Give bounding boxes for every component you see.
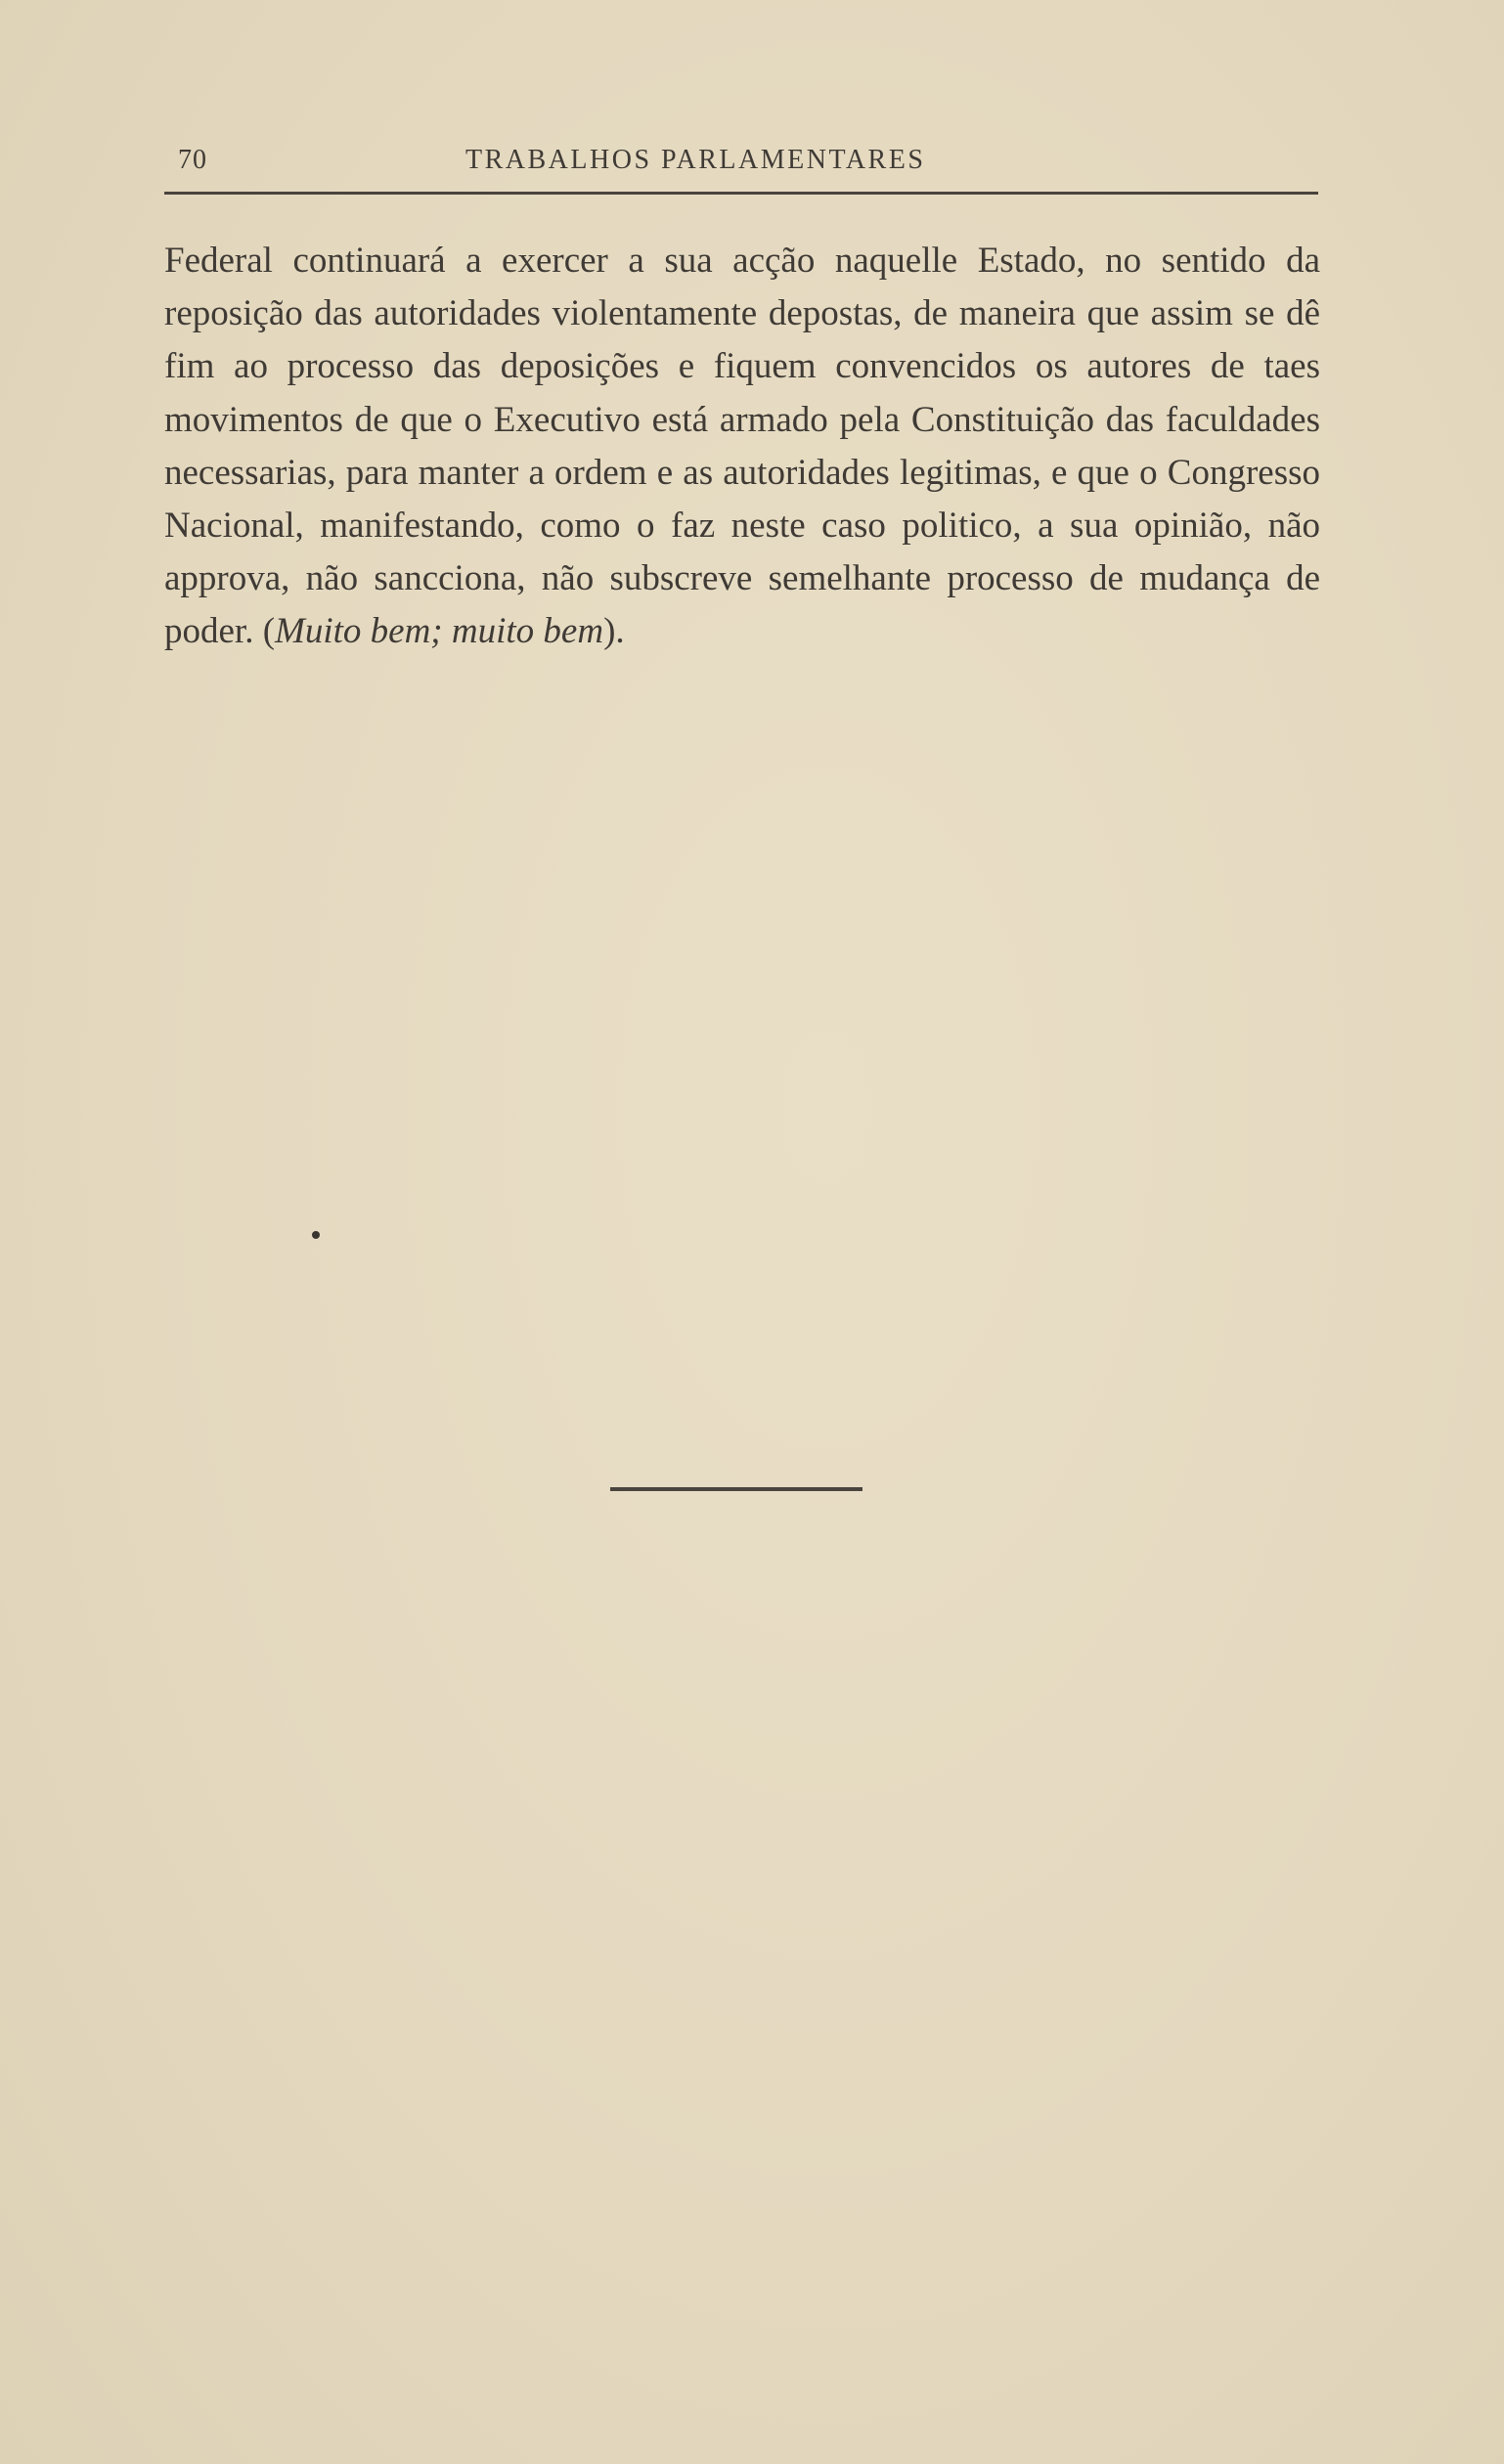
end-rule	[610, 1487, 863, 1491]
page-number: 70	[178, 145, 207, 175]
closing-open: (	[253, 611, 276, 652]
header-rule	[164, 192, 1318, 195]
running-title: TRABALHOS PARLAMENTARES	[465, 145, 926, 175]
paragraph-text: Federal continuará a exercer a sua acção naquelle Estado, no sentido da reposição das autoridades violentamente depostas, de maneira que assim se dê fim ao processo das deposições e fiquem convencidos os autores de taes movimentos de que o Executivo está armado pela Constituição das faculdades necessarias, para manter a ordem e as autoridades legitimas, e que o Congresso Nacional, manifestando, como o faz neste caso politico, a sua opinião, não approva, não sancciona, não subscreve semelhante processo de mudança de poder.	[164, 241, 1320, 652]
body-paragraph	[164, 235, 1320, 659]
closing-close: ).	[603, 611, 625, 652]
applause-note: Muito bem; muito bem	[275, 611, 604, 652]
ink-speck	[312, 1231, 320, 1239]
page-header	[164, 137, 1318, 196]
